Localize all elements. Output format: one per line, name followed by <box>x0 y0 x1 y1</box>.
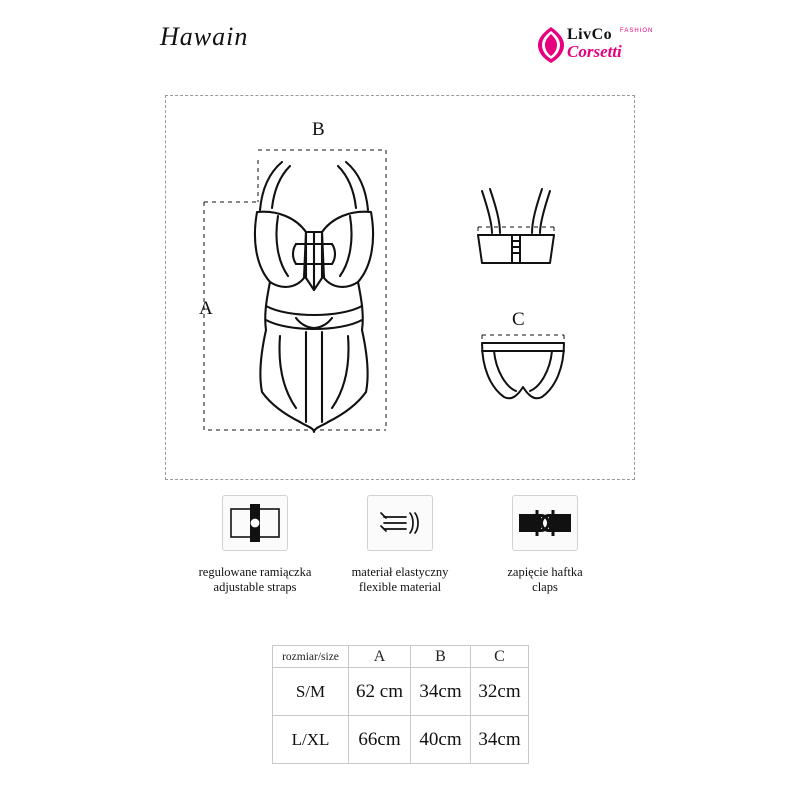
measure-label-a: A <box>199 298 213 319</box>
bra-back-view-illustration <box>462 175 572 285</box>
bodysuit-front-view-illustration <box>200 140 430 450</box>
feature-label-pl: regulowane ramiączka <box>198 565 312 579</box>
size-value-b: 34cm <box>411 668 471 716</box>
brand-fashion-text: FASHION <box>620 28 654 34</box>
measure-label-c: C <box>512 309 525 330</box>
feature-label-en: flexible material <box>358 580 442 594</box>
feature-label <box>320 565 480 595</box>
panty-back-view-illustration <box>468 325 578 415</box>
feature-label <box>465 565 625 595</box>
size-value-a: 66cm <box>349 716 411 764</box>
feature-label-pl: materiał elastyczny <box>351 565 449 579</box>
table-header-a: A <box>349 646 411 668</box>
size-value-b: 40cm <box>411 716 471 764</box>
table-header-c: C <box>471 646 529 668</box>
product-name: Hawain <box>160 22 249 51</box>
measure-label-b: B <box>312 119 325 140</box>
feature-label-en: claps <box>532 580 558 594</box>
size-value-c: 32cm <box>471 668 529 716</box>
brand-mark-icon <box>535 26 567 64</box>
flexible-material-icon <box>367 495 433 551</box>
size-value-c: 34cm <box>471 716 529 764</box>
size-label: S/M <box>273 668 349 716</box>
table-row <box>273 716 529 764</box>
feature-clasps <box>465 495 625 595</box>
size-label: L/XL <box>273 716 349 764</box>
brand-livco-text: LivCo <box>567 26 613 43</box>
feature-list <box>165 495 635 610</box>
table-header-size: rozmiar/size <box>273 646 349 668</box>
table-header-row <box>273 646 529 668</box>
feature-adjustable-straps <box>175 495 335 595</box>
brand-corsetti-text: Corsetti <box>567 42 622 61</box>
adjustable-straps-icon <box>222 495 288 551</box>
brand-logo <box>535 24 654 68</box>
feature-flexible-material <box>320 495 480 595</box>
size-value-a: 62 cm <box>349 668 411 716</box>
size-table <box>272 645 529 764</box>
table-header-b: B <box>411 646 471 668</box>
feature-label-pl: zapięcie haftka <box>507 565 583 579</box>
feature-label-en: adjustable straps <box>213 580 297 594</box>
hook-and-eye-clasps-icon <box>512 495 578 551</box>
table-row <box>273 668 529 716</box>
feature-label <box>175 565 335 595</box>
